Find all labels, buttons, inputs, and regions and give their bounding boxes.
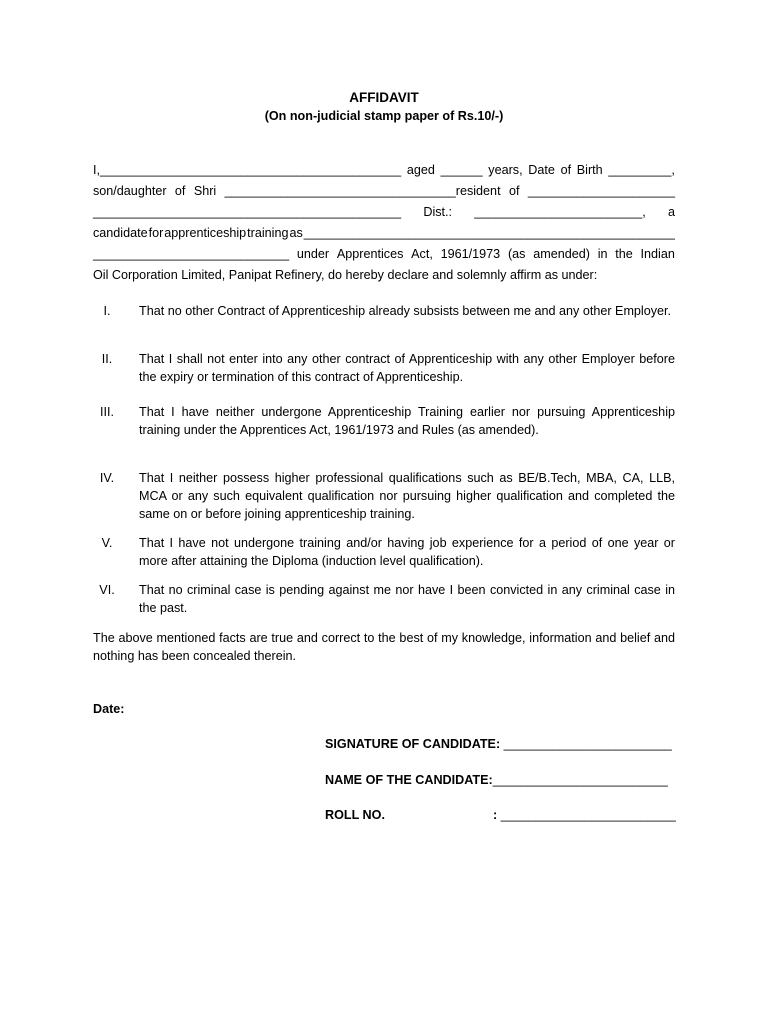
candidate-name-label: NAME OF THE CANDIDATE: bbox=[325, 773, 493, 787]
roll-number-blank[interactable]: _________________________ bbox=[500, 808, 676, 822]
intro-line-1: I,___________________________________________ aged ______ years, Date of Birth _________, bbox=[93, 163, 675, 177]
intro-line-3: ____________________________________________ Dist.: ________________________, a bbox=[93, 205, 675, 219]
intro-line-4: candidate for apprenticeship training as _____________________________________________________ bbox=[93, 226, 675, 240]
date-label: Date: bbox=[93, 702, 125, 716]
item-text: That I have neither undergone Apprenticeship Training earlier nor pursuing Apprenticeship training under the Apprentices Act, 1961/1973 and Rules (as amended). bbox=[139, 405, 675, 437]
closing-statement: The above mentioned facts are true and correct to the best of my knowledge, information and belief and nothing has been concealed therein. bbox=[93, 631, 675, 663]
intro-line-5: ____________________________ under Apprentices Act, 1961/1973 (as amended) in the Indian bbox=[93, 247, 675, 261]
item-text: That I neither possess higher professional qualifications such as BE/B.Tech, MBA, CA, LLB, MCA or any such equivalent qualification nor pursuing higher qualification and completed the same on or before joining apprenticeship training. bbox=[139, 471, 675, 521]
intro-line-2: son/daughter of Shri _________________________________resident of _____________________ bbox=[93, 184, 675, 198]
item-number: II. bbox=[101, 352, 113, 366]
item-number: III. bbox=[100, 405, 114, 419]
roll-number-label: ROLL NO. bbox=[325, 808, 385, 822]
affidavit-page bbox=[93, 0, 675, 1024]
document-subtitle: (On non-judicial stamp paper of Rs.10/-) bbox=[264, 109, 504, 123]
roll-number-field[interactable] bbox=[325, 806, 676, 824]
roll-number-colon: : bbox=[493, 808, 498, 822]
item-number: IV. bbox=[99, 471, 115, 485]
candidate-name-field[interactable] bbox=[325, 771, 668, 789]
candidate-name-blank[interactable]: _________________________ bbox=[492, 773, 668, 787]
item-number: I. bbox=[103, 304, 111, 318]
item-text: That no other Contract of Apprenticeship already subsists between me and any other Employer. bbox=[139, 304, 672, 318]
signature-blank[interactable]: ________________________ bbox=[503, 737, 672, 751]
item-text: That no criminal case is pending against me nor have I been convicted in any criminal case in the past. bbox=[139, 583, 675, 615]
document-title: AFFIDAVIT bbox=[349, 90, 419, 105]
item-number: V. bbox=[101, 536, 113, 550]
signature-field[interactable] bbox=[325, 735, 672, 753]
item-number: VI. bbox=[99, 583, 115, 597]
item-text: That I shall not enter into any other contract of Apprenticeship with any other Employer before the expiry or termination of this contract of Apprenticeship. bbox=[139, 352, 675, 384]
item-text: That I have not undergone training and/or having job experience for a period of one year or more after attaining the Diploma (induction level qualification). bbox=[139, 536, 675, 568]
intro-line-6: Oil Corporation Limited, Panipat Refinery, do hereby declare and solemnly affirm as under: bbox=[93, 268, 598, 282]
signature-label: SIGNATURE OF CANDIDATE: bbox=[325, 737, 501, 751]
